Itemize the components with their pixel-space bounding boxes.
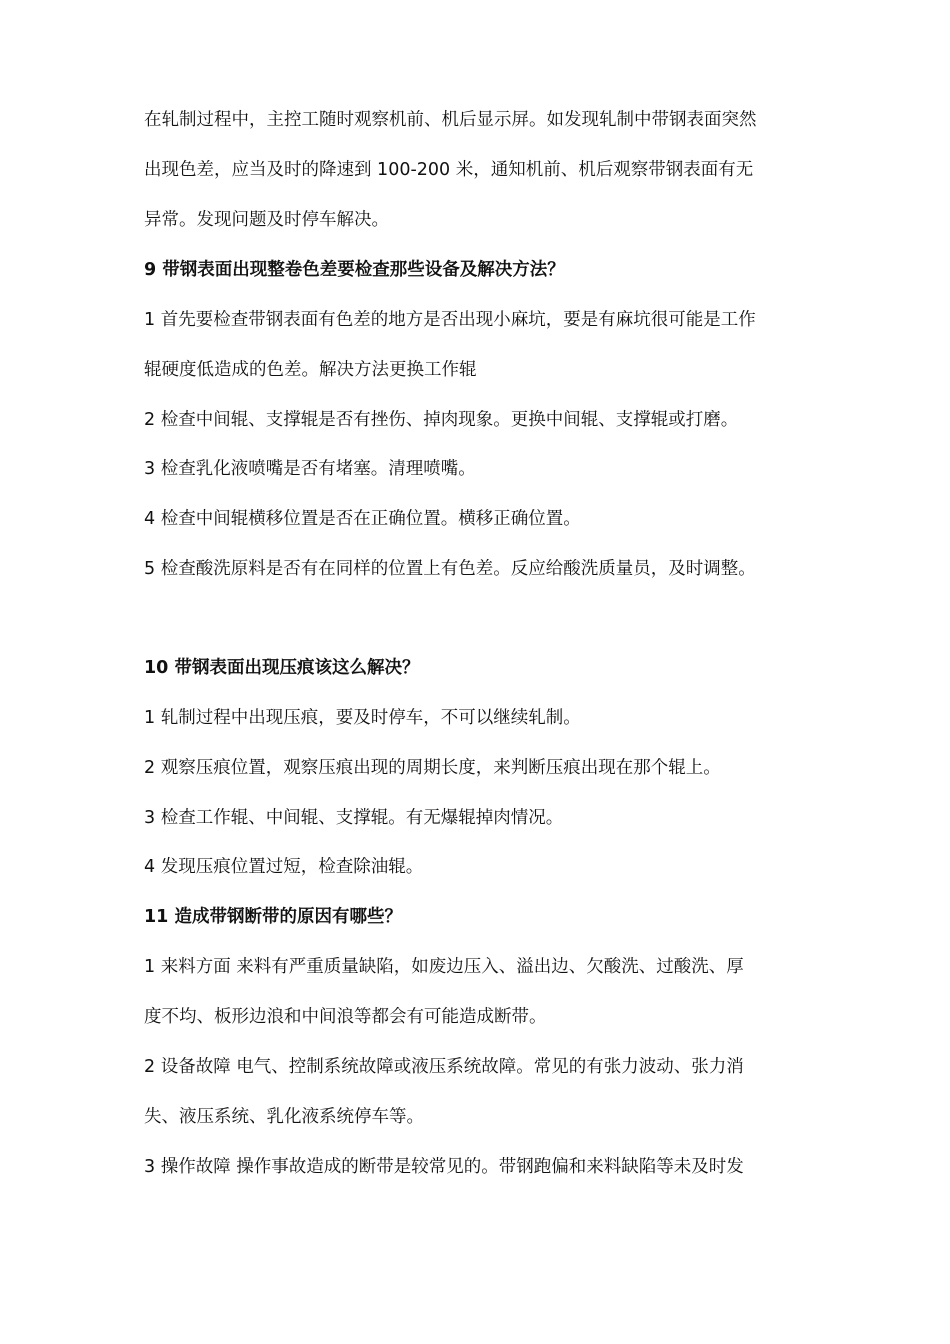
- section-heading-11: 11 造成带钢断带的原因有哪些？: [144, 907, 402, 927]
- body-line: 在轧制过程中，主控工随时观察机前、机后显示屏。如发现轧制中带钢表面突然: [144, 110, 757, 130]
- body-line: 失、液压系统、乳化液系统停车等。: [144, 1107, 424, 1127]
- body-line: 2 设备故障 电气、控制系统故障或液压系统故障。常见的有张力波动、张力消: [144, 1057, 744, 1077]
- body-line: 度不均、板形边浪和中间浪等都会有可能造成断带。: [144, 1007, 547, 1027]
- body-line: 2 检查中间辊、支撑辊是否有挫伤、掉肉现象。更换中间辊、支撑辊或打磨。: [144, 410, 739, 430]
- section-heading-9: 9 带钢表面出现整卷色差要检查那些设备及解决方法？: [144, 260, 565, 280]
- body-line: 1 首先要检查带钢表面有色差的地方是否出现小麻坑，要是有麻坑很可能是工作: [144, 310, 756, 330]
- body-line: 5 检查酸洗原料是否有在同样的位置上有色差。反应给酸洗质量员，及时调整。: [144, 559, 756, 579]
- section-heading-10: 10 带钢表面出现压痕该这么解决？: [144, 658, 420, 678]
- body-line: 3 操作故障 操作事故造成的断带是较常见的。带钢跑偏和来料缺陷等未及时发: [144, 1157, 744, 1177]
- body-line: 出现色差，应当及时的降速到 100-200 米，通知机前、机后观察带钢表面有无: [144, 160, 754, 180]
- body-line: 3 检查乳化液喷嘴是否有堵塞。清理喷嘴。: [144, 459, 476, 479]
- body-line: 1 轧制过程中出现压痕，要及时停车，不可以继续轧制。: [144, 708, 581, 728]
- body-line: 4 发现压痕位置过短，检查除油辊。: [144, 857, 424, 877]
- body-line: 1 来料方面 来料有严重质量缺陷，如废边压入、溢出边、欠酸洗、过酸洗、厚: [144, 957, 744, 977]
- body-line: 4 检查中间辊横移位置是否在正确位置。横移正确位置。: [144, 509, 581, 529]
- body-line: 2 观察压痕位置，观察压痕出现的周期长度，来判断压痕出现在那个辊上。: [144, 758, 721, 778]
- body-line: 辊硬度低造成的色差。解决方法更换工作辊: [144, 360, 477, 380]
- body-line: 3 检查工作辊、中间辊、支撑辊。有无爆辊掉肉情况。: [144, 808, 564, 828]
- body-line: 异常。发现问题及时停车解决。: [144, 210, 389, 230]
